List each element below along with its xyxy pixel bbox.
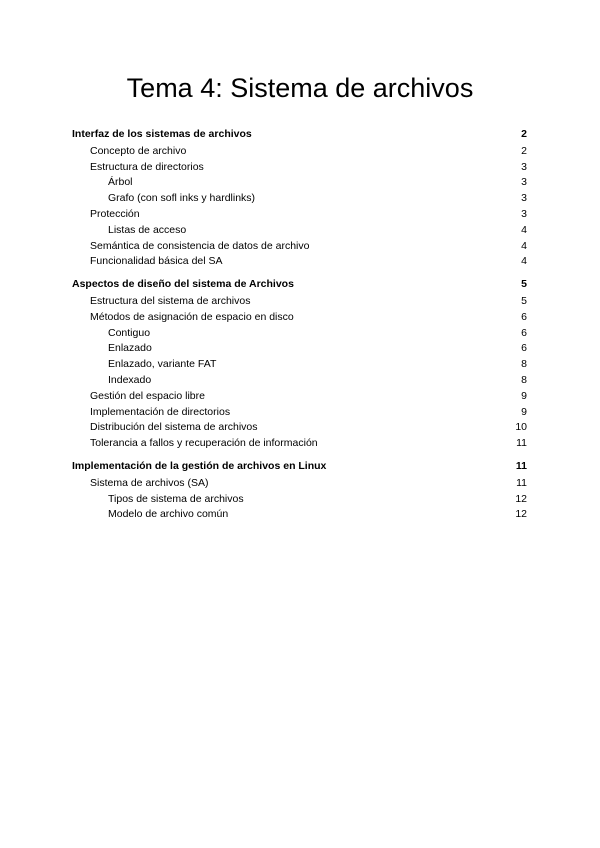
toc-entry[interactable]	[72, 207, 527, 223]
toc-entry[interactable]	[72, 476, 527, 492]
toc-entry-page-number: 5	[521, 278, 527, 291]
toc-entry[interactable]	[72, 294, 527, 310]
toc-entry-title: Enlazado, variante FAT	[108, 358, 217, 371]
toc-entry-page-number: 11	[515, 459, 527, 472]
toc-entry-title: Concepto de archivo	[90, 144, 187, 157]
toc-entry-page-number: 12	[515, 508, 527, 521]
toc-entry-page-number: 9	[521, 389, 527, 402]
toc-entry-title: Aspectos de diseño del sistema de Archivos	[72, 278, 294, 291]
toc-entry-title: Métodos de asignación de espacio en disco	[90, 310, 294, 323]
toc-entry-page-number: 8	[521, 373, 527, 386]
toc-entry-page-number: 2	[521, 144, 527, 157]
toc-entry-page-number: 12	[515, 492, 527, 505]
toc-entry-title: Modelo de archivo común	[108, 508, 229, 521]
toc-entry-page-number: 3	[521, 192, 527, 205]
table-of-contents	[72, 127, 527, 523]
toc-entry[interactable]	[72, 160, 527, 176]
toc-section	[72, 127, 527, 270]
toc-entry-title: Semántica de consistencia de datos de archivo	[90, 239, 310, 252]
toc-entry[interactable]	[72, 175, 527, 191]
toc-entry-title: Implementación de la gestión de archivos en Linux	[72, 459, 327, 472]
toc-entry[interactable]	[72, 373, 527, 389]
document-title: Tema 4: Sistema de archivos	[126, 73, 474, 103]
toc-entry-title: Sistema de archivos (SA)	[90, 476, 209, 489]
toc-entry[interactable]	[72, 436, 527, 452]
toc-entry[interactable]	[72, 310, 527, 326]
toc-entry-title: Tipos de sistema de archivos	[108, 492, 244, 505]
toc-entry[interactable]	[72, 357, 527, 373]
toc-entry-title: Listas de acceso	[108, 223, 187, 236]
toc-entry-page-number: 6	[521, 342, 527, 355]
toc-entry-title: Tolerancia a fallos y recuperación de información	[90, 437, 318, 450]
toc-entry[interactable]	[72, 405, 527, 421]
toc-entry-page-number: 11	[516, 437, 527, 450]
toc-entry-title: Implementación de directorios	[90, 405, 231, 418]
toc-entry-title: Enlazado	[108, 342, 152, 355]
toc-entry[interactable]	[72, 341, 527, 357]
toc-entry-page-number: 5	[521, 294, 527, 307]
toc-entry-title: Funcionalidad básica del SA	[90, 255, 223, 268]
toc-entry[interactable]	[72, 144, 527, 160]
toc-entry[interactable]	[72, 191, 527, 207]
toc-entry-page-number: 3	[521, 176, 527, 189]
toc-entry-title: Estructura de directorios	[90, 160, 204, 173]
toc-entry[interactable]	[72, 507, 527, 523]
toc-entry-title: Interfaz de los sistemas de archivos	[72, 128, 252, 140]
toc-entry-chapter[interactable]	[72, 277, 527, 293]
toc-entry-page-number: 2	[521, 128, 527, 140]
toc-entry-page-number: 3	[521, 160, 527, 173]
toc-section	[72, 277, 527, 452]
toc-entry[interactable]	[72, 389, 527, 405]
toc-entry-title: Gestión del espacio libre	[90, 389, 205, 402]
toc-section	[72, 459, 527, 523]
toc-entry-page-number: 4	[521, 255, 527, 268]
toc-entry-page-number: 6	[521, 310, 527, 323]
toc-entry[interactable]	[72, 326, 527, 342]
toc-entry-title: Indexado	[108, 373, 152, 386]
toc-entry-page-number: 4	[521, 239, 527, 252]
toc-entry[interactable]	[72, 223, 527, 239]
toc-entry-page-number: 9	[521, 405, 527, 418]
toc-entry-page-number: 3	[521, 207, 527, 220]
toc-entry-title: Distribución del sistema de archivos	[90, 421, 258, 434]
toc-entry-page-number: 11	[516, 476, 527, 489]
toc-entry-page-number: 10	[515, 421, 527, 434]
toc-entry[interactable]	[72, 254, 527, 270]
toc-entry-title: Protección	[90, 207, 140, 220]
toc-entry-chapter[interactable]	[72, 459, 527, 475]
toc-entry-page-number: 4	[521, 223, 527, 236]
toc-entry-page-number: 8	[521, 358, 527, 371]
toc-entry[interactable]	[72, 492, 527, 508]
toc-entry[interactable]	[72, 239, 527, 255]
toc-entry-title: Contiguo	[108, 326, 151, 339]
toc-entry[interactable]	[72, 420, 527, 436]
toc-entry-title: Árbol	[108, 176, 133, 189]
toc-entry-chapter[interactable]	[72, 127, 527, 143]
toc-entry-page-number: 6	[521, 326, 527, 339]
toc-entry-title: Estructura del sistema de archivos	[90, 294, 251, 307]
toc-entry-title: Grafo (con sofl inks y hardlinks)	[108, 192, 256, 205]
